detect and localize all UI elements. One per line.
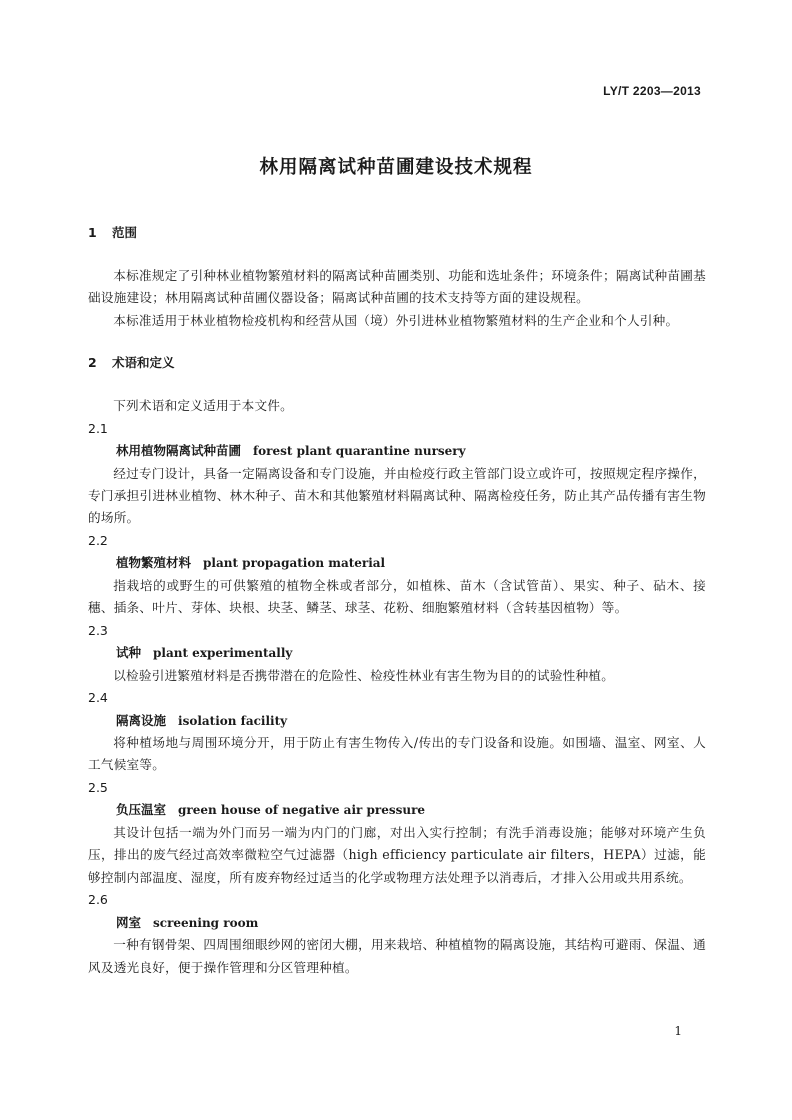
section-heading-scope (88, 222, 706, 244)
section-heading-terms (88, 352, 706, 374)
scope-paragraph: 本标准适用于林业植物检疫机构和经营从国（境）外引进林业植物繁殖材料的生产企业和个人引种。 (113, 312, 679, 328)
standard-code: LY/T 2203—2013 (603, 84, 701, 98)
section-title: 范围 (112, 225, 138, 240)
term-chinese: 隔离设施 (116, 712, 167, 728)
term-english: forest plant quarantine nursery (253, 444, 466, 459)
term-chinese: 网室 (116, 914, 142, 930)
section-number: 2 (88, 355, 97, 371)
document-title: 林用隔离试种苗圃建设技术规程 (259, 157, 533, 178)
page-number: 1 (674, 1024, 682, 1038)
term-chinese: 植物繁殖材料 (116, 555, 192, 571)
term-number: 2.3 (88, 622, 108, 638)
document-body (88, 222, 706, 979)
term-definition: 指栽培的或野生的可供繁殖的植物全株或者部分，如植株、苗木（含试管苗）、果实、种子、砧木、接穗、插条、叶片、芽体、块根、块茎、鳞茎、球茎、花粉、细胞繁殖材料（含转基因植物）等。 (88, 577, 706, 616)
term-number: 2.6 (88, 892, 108, 908)
term-number: 2.1 (88, 420, 108, 436)
term-english: green house of negative air pressure (178, 803, 426, 818)
term-english: plant experimentally (153, 646, 293, 661)
scope-paragraph: 本标准规定了引种林业植物繁殖材料的隔离试种苗圃类别、功能和选址条件；环境条件；隔离试种苗圃基础设施建设；林用隔离试种苗圃仪器设备；隔离试种苗圃的技术支持等方面的建设规程。 (88, 268, 706, 306)
term-definition: 其设计包括一端为外门而另一端为内门的门廊，对出入实行控制；有洗手消毒设施；能够对环境产生负压，排出的废气经过高效率微粒空气过滤器（high efficiency particulate air filters，HEPA）过滤，能够控制内部温度、湿度，所有废弃物经过适当的化学或物理方法处理予以消毒后，才排入公用或共用系统。 (88, 824, 706, 885)
term-english: plant propagation material (203, 556, 386, 571)
term-heading (88, 912, 706, 935)
section-title: 术语和定义 (112, 355, 175, 371)
term-chinese: 负压温室 (116, 802, 167, 818)
term-heading (88, 799, 706, 822)
term-number: 2.2 (88, 532, 108, 548)
term-chinese: 林用植物隔离试种苗圃 (116, 443, 242, 459)
term-english: isolation facility (178, 713, 288, 728)
term-number: 2.4 (88, 690, 108, 706)
term-definition: 一种有钢骨架、四周围细眼纱网的密闭大棚，用来栽培、种植植物的隔离设施，其结构可避雨、保温、通风及透光良好，便于操作管理和分区管理种植。 (88, 937, 706, 975)
term-chinese: 试种 (116, 645, 142, 661)
term-definition: 将种植场地与周围环境分开，用于防止有害生物传入/传出的专门设备和设施。如围墙、温室、网室、人工气候室等。 (88, 735, 706, 773)
section-number: 1 (88, 225, 97, 240)
term-number: 2.5 (88, 779, 108, 795)
term-heading (88, 552, 706, 575)
term-english: screening room (153, 915, 259, 930)
term-heading (88, 440, 706, 463)
term-heading (88, 642, 706, 665)
term-definition: 经过专门设计，具备一定隔离设备和专门设施，并由检疫行政主管部门设立或许可，按照规定程序操作，专门承担引进林业植物、林木种子、苗木和其他繁殖材料隔离试种、隔离检疫任务，防止其产品传播有害生物的场所。 (88, 465, 706, 526)
term-heading (88, 710, 706, 733)
term-definition: 以检验引进繁殖材料是否携带潜在的危险性、检疫性林业有害生物为目的的试验性种植。 (113, 667, 615, 683)
terms-intro: 下列术语和定义适用于本文件。 (113, 398, 293, 414)
